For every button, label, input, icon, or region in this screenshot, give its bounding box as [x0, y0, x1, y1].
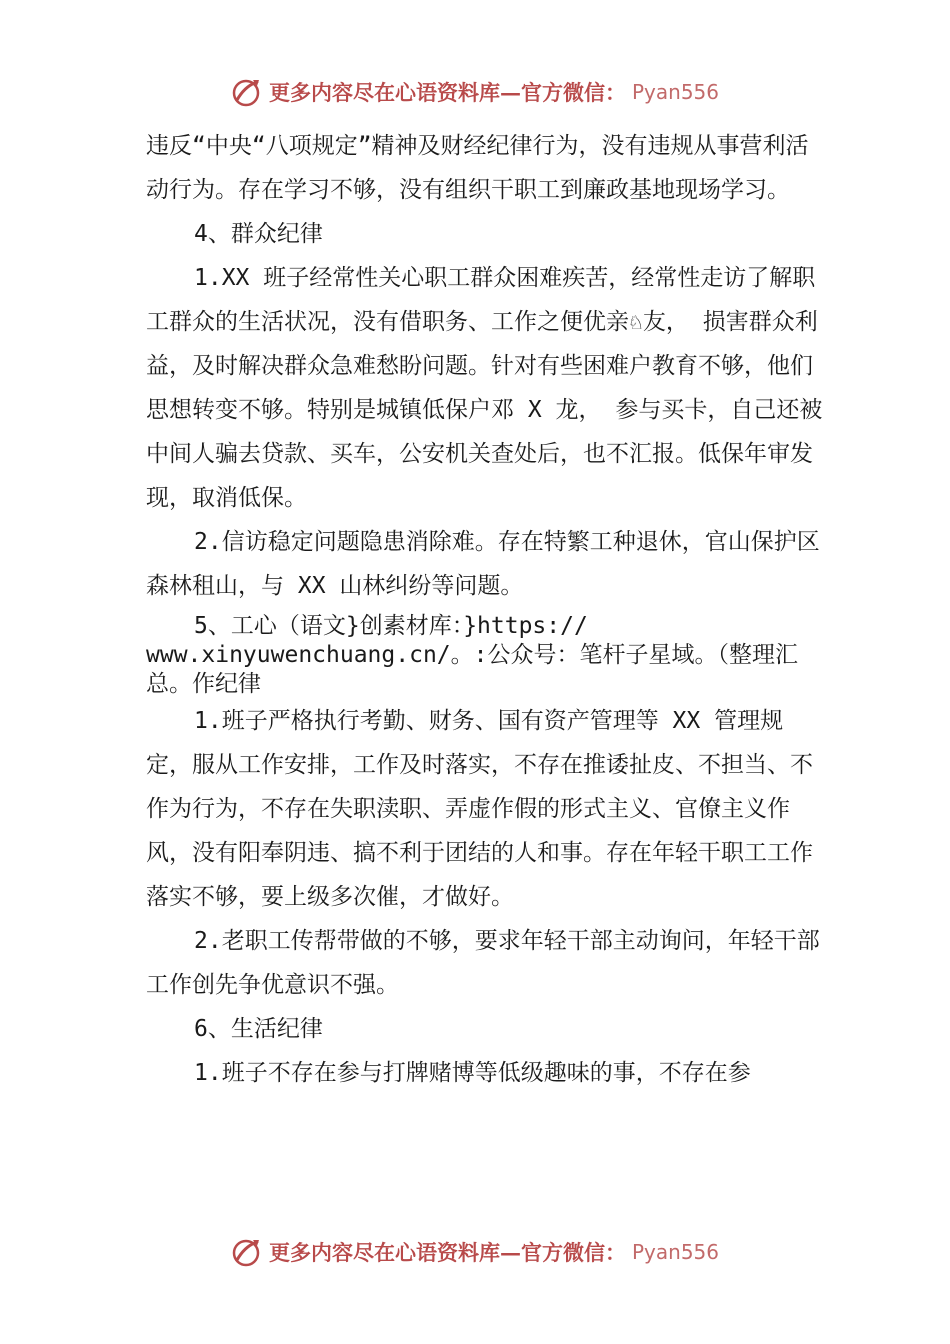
wechat-id: Pyan556	[631, 80, 719, 104]
paragraph: 违反“中央“八项规定”精神及财经纪律行为，没有违规从事营利活动行为。存在学习不够，没有组织干职工到廉政基地现场学习。	[146, 133, 809, 203]
paragraph: 1.班子严格执行考勤、财务、国有资产管理等 XX 管理规定，服从工作安排，工作及时落实，不存在推诿扯皮、不担当、不作为行为，不存在失职渎职、弄虚作假的形式主义、官僚主义作风，没有阳奉阴违、搞不利于团结的人和事。存在年轻干职工工作落实不够，要上级多次催，才做好。	[146, 708, 813, 910]
header-banner	[0, 72, 950, 112]
logo-icon	[231, 1236, 263, 1268]
banner-text: 更多内容尽在心语资料库—官方微信：	[268, 1240, 626, 1265]
footer-banner	[0, 1232, 950, 1272]
section-heading: 4、群众纪律	[194, 221, 323, 247]
document-body	[146, 124, 826, 1095]
section-heading: 6、生活纪律	[194, 1016, 323, 1042]
paragraph: 1.班子不存在参与打牌赌博等低级趣味的事，不存在参	[194, 1060, 751, 1086]
paragraph: 1.XX 班子经常性关心职工群众困难疾苦，经常性走访了解职工群众的生活状况，没有借职务、工作之便优亲♘友， 损害群众利益，及时解决群众急难愁盼问题。针对有些困难户教育不够，他们思想转变不够。特别是城镇低保户邓 X 龙， 参与买卡，自己还被中间人骗去贷款、买车，公安机关查处后，也不汇报。低保年审发现，取消低保。	[146, 265, 823, 511]
paragraph: 2.老职工传帮带做的不够，要求年轻干部主动询问，年轻干部工作创先争优意识不强。	[146, 928, 820, 998]
section-heading: 5、工心（语文}创素材库：}https:// www.xinyuwenchuang.cn/。:公众号：笔杆子星域。（整理汇总。作纪律	[146, 613, 798, 697]
wechat-id: Pyan556	[631, 1240, 719, 1264]
paragraph: 2.信访稳定问题隐患消除难。存在特繁工种退休，官山保护区森林租山，与 XX 山林纠纷等问题。	[146, 529, 820, 599]
banner-text: 更多内容尽在心语资料库—官方微信：	[268, 80, 626, 105]
logo-icon	[231, 76, 263, 108]
